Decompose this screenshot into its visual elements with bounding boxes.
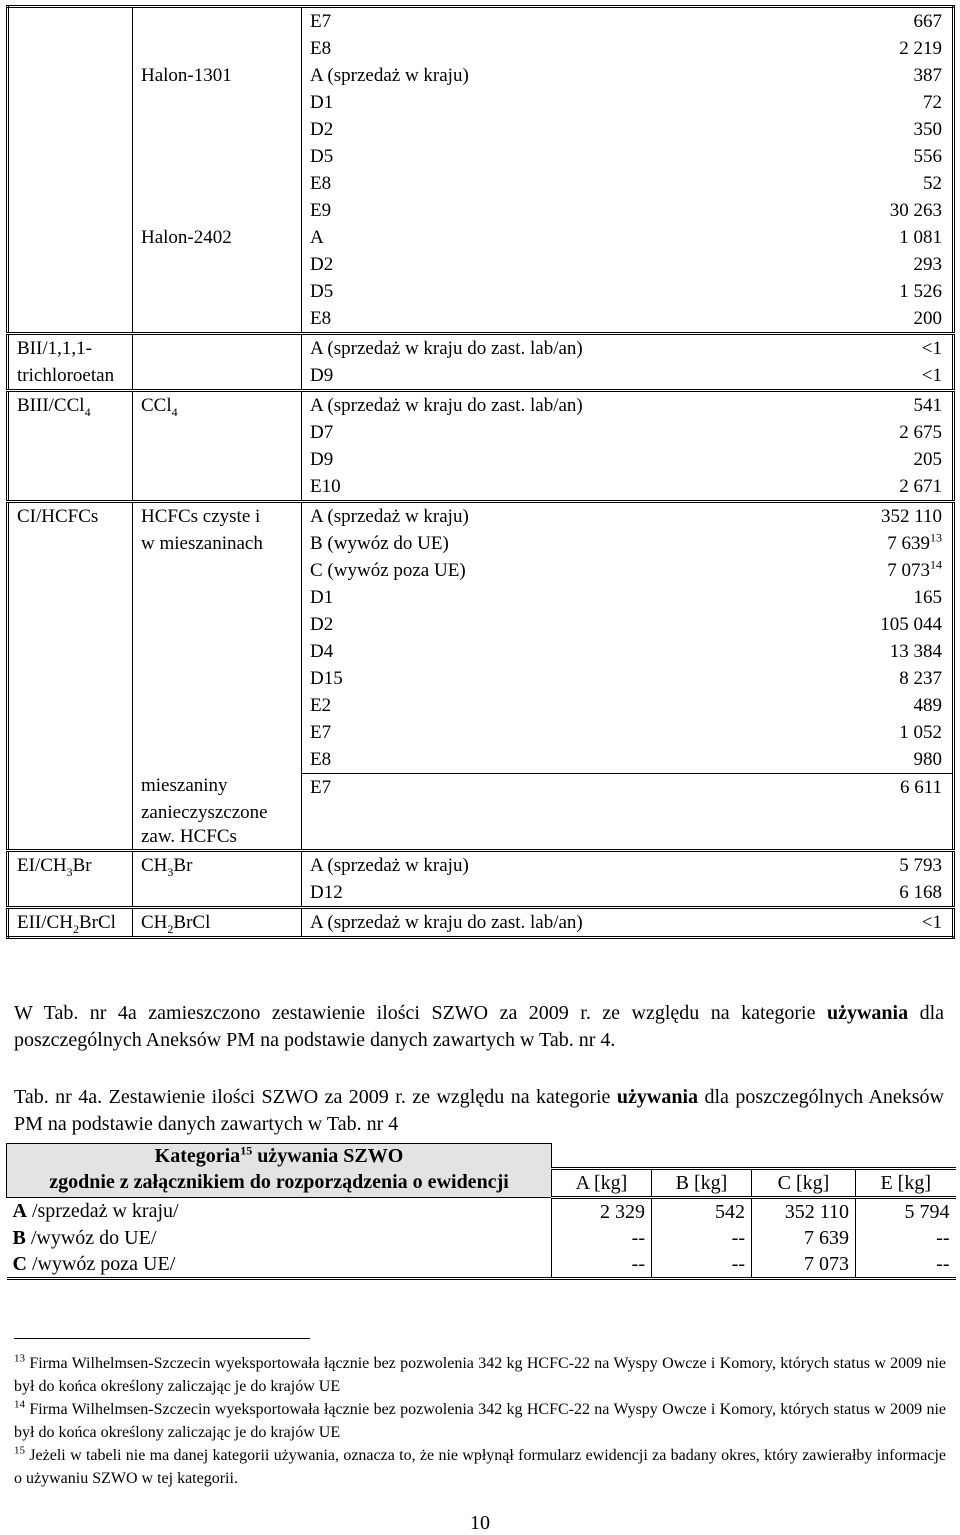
substance-cell — [133, 419, 302, 446]
group-cell — [8, 143, 133, 170]
category-cell: D5 — [302, 278, 712, 305]
category-cell: A — [302, 224, 712, 251]
row-label: B /wywóz do UE/ — [12, 1226, 157, 1249]
group-cell: EII/$CH_2BrCl$ — [8, 908, 133, 938]
substance-cell: $CH_2BrCl$ — [133, 908, 302, 938]
group-cell: BIII/CCl$_4$ — [8, 391, 133, 420]
value-cell: -- — [856, 1225, 956, 1251]
substance-cell — [133, 334, 302, 363]
category-cell: E9 — [302, 197, 712, 224]
category-cell: E7 — [302, 7, 712, 36]
value-cell — [712, 825, 954, 851]
table-row — [8, 251, 954, 278]
group-cell — [8, 278, 133, 305]
value-cell: 350 — [913, 119, 942, 140]
group-cell: $EI/CH_3Br$ — [8, 851, 133, 880]
value-cell: 7 $639^{13}$ — [887, 530, 942, 554]
group-cell: CI/HCFCs — [8, 502, 133, 531]
category-cell: D5 — [302, 143, 712, 170]
value-cell: 1 526 — [899, 281, 942, 302]
group-cell — [8, 746, 133, 774]
table-4a-header-line2: zgodnie z załącznikiem do rozporządzenia o ewidencji — [7, 1168, 552, 1197]
value-cell: <1 — [921, 365, 942, 386]
category-cell: D9 — [302, 446, 712, 473]
substance-cell — [133, 362, 302, 391]
value-cell: 8 237 — [899, 668, 942, 689]
value-cell: -- — [652, 1225, 752, 1251]
table-row — [8, 62, 954, 89]
category-cell: E8 — [302, 305, 712, 334]
table-row — [8, 278, 954, 305]
group-cell — [8, 305, 133, 334]
table-row — [8, 502, 954, 531]
substance-cell: Halon-1301 — [133, 62, 302, 89]
value-cell: <1 — [712, 908, 954, 938]
substance-cell — [133, 879, 302, 908]
substance-cell — [133, 7, 302, 36]
table-row — [8, 611, 954, 638]
value-cell: 1 052 — [899, 722, 942, 743]
value-cell: 667 — [913, 11, 942, 32]
group-cell — [8, 197, 133, 224]
substance-cell — [133, 35, 302, 62]
table-row — [8, 851, 954, 880]
table-row — [8, 473, 954, 502]
category-cell: A (sprzedaż w kraju) — [302, 502, 712, 531]
substance-cell — [133, 665, 302, 692]
table-row — [8, 197, 954, 224]
table-row — [8, 419, 954, 446]
group-cell — [8, 665, 133, 692]
group-cell — [8, 530, 133, 557]
group-cell — [8, 224, 133, 251]
category-cell: D1 — [302, 89, 712, 116]
category-cell: D9 — [302, 362, 712, 391]
substance-cell — [133, 746, 302, 774]
footnote-13: $^{13}$ Firma Wilhelmsen-Szczecin wyeksportowała łącznie bez pozwolenia 342 kg HCFC-22 na Wyspy Owcze i Komory, których status w 2009 nie był do końca określony zaliczając je do krajów UE — [14, 1352, 946, 1395]
column-header-a: A [kg] — [552, 1168, 652, 1197]
table-row — [8, 305, 954, 334]
category-cell: A (sprzedaż w kraju do zast. lab/an) — [302, 334, 712, 363]
table-row — [8, 170, 954, 197]
value-cell: 52 — [923, 173, 942, 194]
value-cell: 5 793 — [712, 851, 954, 880]
table-row — [8, 143, 954, 170]
group-cell — [8, 170, 133, 197]
value-cell: 980 — [913, 749, 942, 770]
category-cell: A (sprzedaż w kraju do zast. lab/an) — [302, 391, 712, 420]
table-row — [8, 879, 954, 908]
substance-cell: HCFCs czyste i — [133, 502, 302, 531]
value-cell: 7 639 — [752, 1225, 856, 1251]
substance-cell — [133, 692, 302, 719]
group-cell — [8, 35, 133, 62]
paragraph-intro-bold: używania — [826, 1002, 909, 1024]
substance-cell — [133, 251, 302, 278]
value-cell: 72 — [923, 92, 942, 113]
category-cell: D15 — [302, 665, 712, 692]
substance-cell — [133, 197, 302, 224]
group-cell — [8, 638, 133, 665]
value-cell: 2 329 — [552, 1197, 652, 1225]
substance-cell — [133, 719, 302, 746]
value-cell: 200 — [913, 308, 942, 329]
category-cell: E8 — [302, 35, 712, 62]
value-cell: 165 — [913, 587, 942, 608]
value-cell: 5 794 — [856, 1197, 956, 1225]
value-cell: 7 $073^{14}$ — [887, 557, 942, 581]
table-row — [8, 825, 954, 851]
table-row — [8, 7, 954, 36]
value-cell: 6 168 — [899, 882, 942, 903]
row-label: C /wywóz poza UE/ — [7, 1251, 552, 1279]
value-cell: -- — [552, 1225, 652, 1251]
value-cell: 30 263 — [889, 200, 942, 221]
value-cell: 6 611 — [712, 774, 954, 802]
table-row — [7, 1225, 956, 1251]
value-cell: 489 — [913, 695, 942, 716]
table-row — [8, 362, 954, 391]
category-cell: A (sprzedaż w kraju) — [302, 851, 712, 880]
table-row — [8, 224, 954, 251]
table-caption-bold: używania — [616, 1086, 699, 1108]
column-header-e: E [kg] — [856, 1168, 956, 1197]
table-row — [8, 334, 954, 363]
category-cell — [302, 825, 712, 851]
group-cell — [8, 584, 133, 611]
category-cell: D2 — [302, 116, 712, 143]
table-row — [8, 774, 954, 802]
substance-cell — [133, 278, 302, 305]
value-cell: 542 — [652, 1197, 752, 1225]
table-4a — [6, 1143, 956, 1280]
substance-cell — [133, 170, 302, 197]
substance-cell — [133, 584, 302, 611]
substance-cell: CCl$_4$ — [133, 391, 302, 420]
category-cell: E7 — [302, 774, 712, 802]
substance-cell: Halon-2402 — [133, 224, 302, 251]
table-row — [8, 638, 954, 665]
value-cell: 2 219 — [899, 38, 942, 59]
category-cell: D2 — [302, 251, 712, 278]
group-cell — [8, 774, 133, 802]
table-row — [7, 1251, 956, 1279]
value-cell: 1 081 — [899, 227, 942, 248]
table-row — [8, 692, 954, 719]
table-row — [8, 746, 954, 774]
row-label: A /sprzedaż w kraju/ — [12, 1200, 179, 1222]
value-cell: 352 110 — [752, 1197, 856, 1225]
substance-cell: zanieczyszczone — [133, 801, 302, 825]
substances-table — [6, 5, 955, 939]
value-cell: 2 675 — [899, 422, 942, 443]
category-cell: E8 — [302, 746, 712, 774]
table-row — [8, 584, 954, 611]
table-4a-header-line1: Kategoria$^{15}$ używania SZWO — [7, 1144, 552, 1169]
category-cell: E10 — [302, 473, 712, 502]
footnote-14: $^{14}$ Firma Wilhelmsen-Szczecin wyeksportowała łącznie bez pozwolenia 342 kg HCFC-22 na Wyspy Owcze i Komory, których status w 2009 nie był do końca określony zaliczając je do krajów UE — [14, 1398, 946, 1441]
group-cell — [8, 419, 133, 446]
value-cell — [712, 801, 954, 825]
table-row — [8, 391, 954, 420]
group-cell — [8, 473, 133, 502]
group-cell — [8, 692, 133, 719]
substance-cell — [133, 446, 302, 473]
substance-cell — [133, 305, 302, 334]
value-cell: 13 384 — [889, 641, 942, 662]
group-cell — [8, 557, 133, 584]
table-row — [8, 35, 954, 62]
group-cell: trichloroetan — [17, 365, 115, 386]
substance-cell — [133, 143, 302, 170]
table-row — [7, 1197, 956, 1225]
category-cell: B (wywóz do UE) — [302, 530, 712, 557]
group-cell: BII/1,1,1- — [8, 334, 133, 363]
category-cell: E7 — [302, 719, 712, 746]
paragraph-intro-text: W Tab. nr 4a zamieszczono zestawienie ilości SZWO za 2009 r. ze względu na kategorie — [14, 1002, 827, 1024]
value-cell: <1 — [712, 334, 954, 363]
table-row — [8, 116, 954, 143]
footnote-15: $^{15}$ Jeżeli w tabeli nie ma danej kategorii używania, oznacza to, że nie wpłynął formularz ewidencji za badany okres, który zawierałby informacje o używaniu SZWO w tej kategorii. — [14, 1444, 947, 1487]
substance-cell: zaw. HCFCs — [133, 825, 302, 851]
value-cell: -- — [856, 1251, 956, 1279]
value-cell: 7 073 — [752, 1251, 856, 1279]
value-cell: -- — [552, 1251, 652, 1279]
group-cell — [8, 62, 133, 89]
column-header-b: B [kg] — [652, 1168, 752, 1197]
substance-cell — [133, 116, 302, 143]
category-cell: C (wywóz poza UE) — [302, 557, 712, 584]
column-header-c: C [kg] — [752, 1168, 856, 1197]
substance-cell — [133, 473, 302, 502]
substance-cell — [133, 89, 302, 116]
footnote-separator — [14, 1338, 310, 1339]
table-caption-tail: dla poszczególnych Aneksów PM na podstawie danych zawartych w Tab. nr 4 — [14, 1086, 944, 1135]
category-cell: D12 — [302, 879, 712, 908]
table-row — [8, 557, 954, 584]
category-cell — [302, 801, 712, 825]
value-cell: 205 — [913, 449, 942, 470]
table-row — [8, 530, 954, 557]
value-cell: 2 671 — [899, 476, 942, 497]
substance-cell — [133, 557, 302, 584]
substance-cell: mieszaniny — [133, 774, 302, 802]
category-cell: A (sprzedaż w kraju) — [302, 62, 712, 89]
value-cell: 387 — [913, 65, 942, 86]
value-cell: 352 110 — [712, 502, 954, 531]
table-row — [8, 446, 954, 473]
category-cell: D1 — [302, 584, 712, 611]
group-cell — [8, 446, 133, 473]
group-cell — [8, 825, 133, 851]
category-cell: E2 — [302, 692, 712, 719]
group-cell — [8, 251, 133, 278]
table-row — [8, 665, 954, 692]
paragraph-intro — [14, 1000, 944, 1054]
group-cell — [8, 89, 133, 116]
table-row — [8, 801, 954, 825]
group-cell — [8, 7, 133, 36]
value-cell: 293 — [913, 254, 942, 275]
paragraph-intro-tail: dla poszczególnych Aneksów PM na podstawie danych zawartych w Tab. nr 4. — [14, 1002, 944, 1051]
table-row — [8, 908, 954, 938]
category-cell: E8 — [302, 170, 712, 197]
category-cell: D7 — [302, 419, 712, 446]
category-cell: A (sprzedaż w kraju do zast. lab/an) — [302, 908, 712, 938]
value-cell: -- — [652, 1251, 752, 1279]
value-cell: 105 044 — [880, 614, 942, 635]
substance-cell — [133, 638, 302, 665]
table-row — [8, 719, 954, 746]
group-cell — [8, 116, 133, 143]
page-number: 10 — [470, 1512, 490, 1534]
category-cell: D2 — [302, 611, 712, 638]
group-cell — [8, 611, 133, 638]
group-cell — [8, 719, 133, 746]
value-cell: 541 — [712, 391, 954, 420]
group-cell — [8, 801, 133, 825]
substance-cell: w mieszaninach — [133, 530, 302, 557]
value-cell: 556 — [913, 146, 942, 167]
category-cell: D4 — [302, 638, 712, 665]
table-caption — [14, 1084, 944, 1138]
substance-cell — [133, 611, 302, 638]
substance-cell: $CH_3Br$ — [133, 851, 302, 880]
group-cell — [8, 879, 133, 908]
table-caption-text: Tab. nr 4a. Zestawienie ilości SZWO za 2009 r. ze względu na kategorie — [14, 1086, 617, 1108]
table-row — [8, 89, 954, 116]
